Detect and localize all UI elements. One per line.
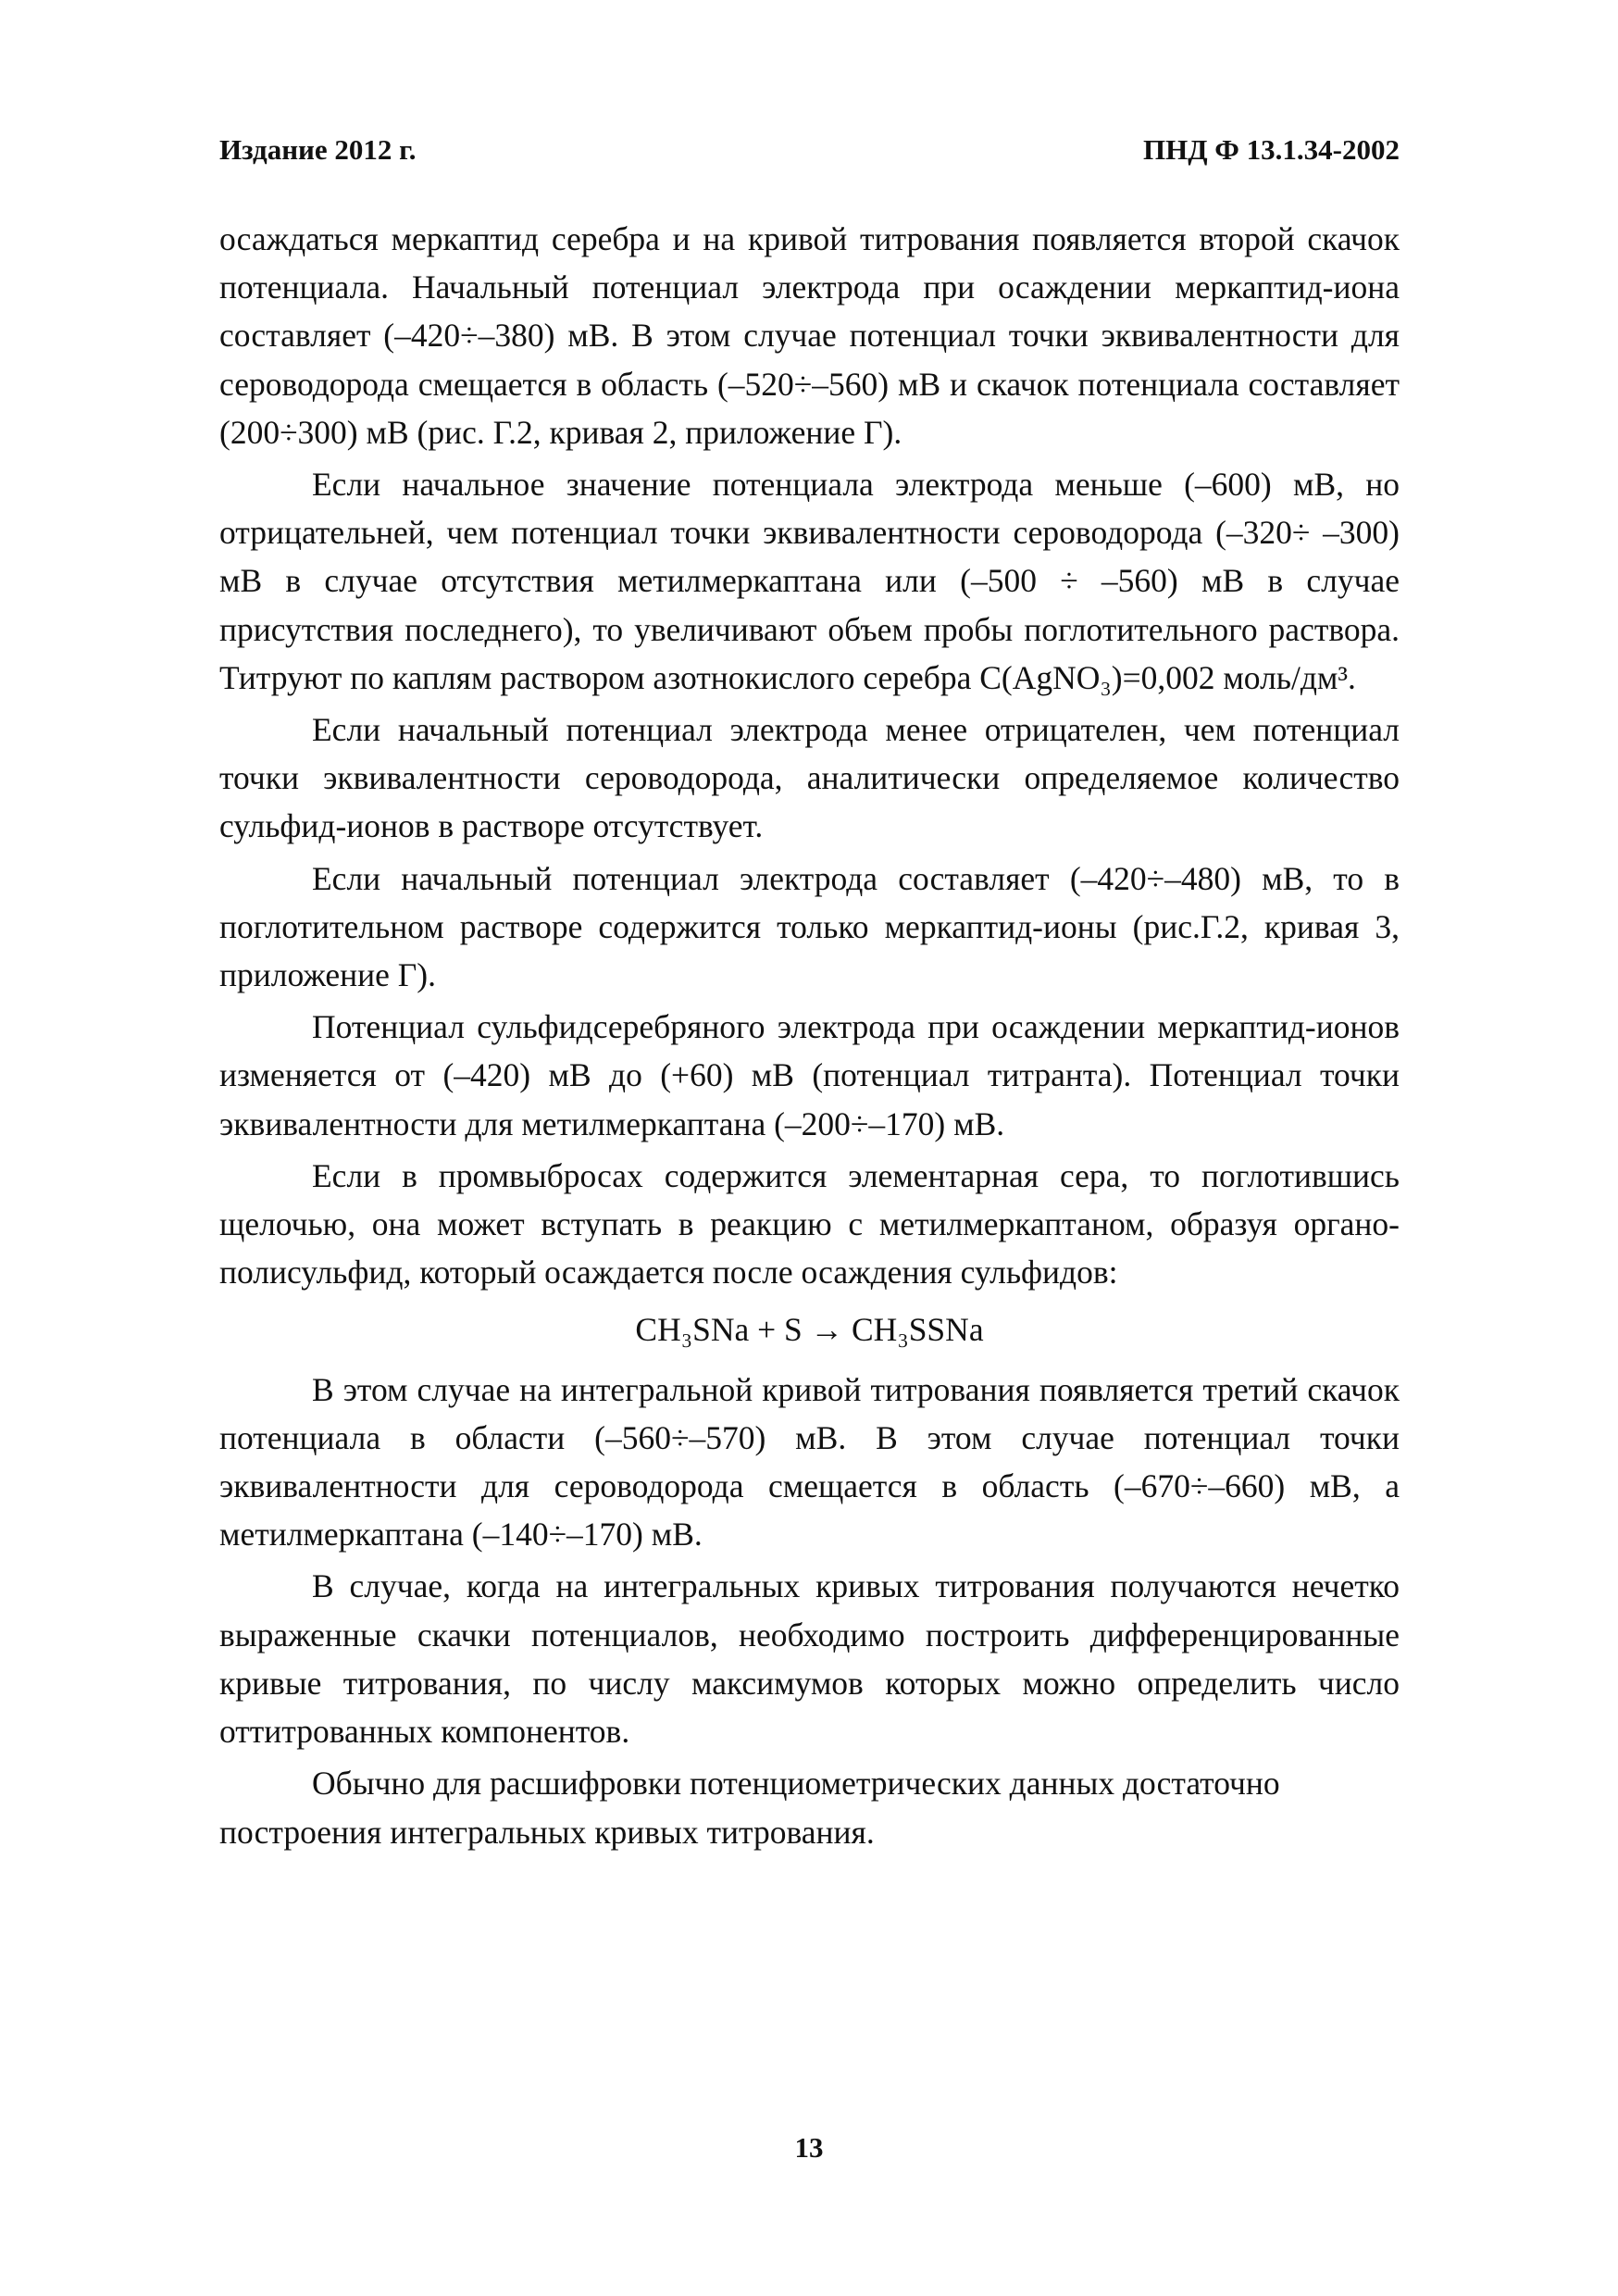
paragraph: Если начальный потенциал электрода менее отрицателен, чем потенциал точки эквивалентности сероводорода, аналитически определяемое количество сульфид-ионов в растворе отсутствует. [219, 711, 1400, 845]
page-number: 13 [794, 2131, 824, 2164]
paragraph: Если в промвыбросах содержится элементарная сера, то поглотившись щелочью, она может вступать в реакцию с метилмеркаптаном, образуя органо-полисульфид, который осаждается после осаждения сульфидов: [219, 1156, 1400, 1292]
paragraph: В этом случае на интегральной кривой титрования появляется третий скачок потенциала в области (–560÷–570) мВ. В этом случае потенциал точки эквивалентности для сероводорода смещается в область (–670÷–660) мВ, а метилмеркаптана (–140÷–170) мВ. [219, 1370, 1400, 1554]
chemical-equation: CH₃SNa + S → CH₃SSNa [635, 1311, 984, 1349]
paragraph: Если начальный потенциал электрода составляет (–420÷–480) мВ, то в поглотительном растворе содержится только меркаптид-ионы (рис.Г.2, кривая 3, приложение Г). [219, 859, 1400, 994]
edition-label: Издание 2012 г. [219, 133, 417, 166]
page-header [219, 131, 1400, 168]
paragraph: В случае, когда на интегральных кривых титрования получаются нечетко выраженные скачки потенциалов, необходимо построить дифференцированные кривые титрования, по числу максимумов которых можно определить число оттитрованных компонентов. [219, 1567, 1400, 1751]
paragraph: осаждаться меркаптид серебра и на кривой титрования появляется второй скачок потенциала. Начальный потенциал электрода при осаждении меркаптид-иона составляет (–420÷–380) мВ. В этом случае потенциал точки эквивалентности для сероводорода смещается в область (–520÷–560) мВ и скачок потенциала составляет (200÷300) мВ (рис. Г.2, кривая 2, приложение Г). [219, 220, 1400, 451]
document-code: ПНД Ф 13.1.34-2002 [1142, 133, 1400, 166]
paragraph: Обычно для расшифровки потенциометрических данных достаточно построения интегральных кривых титрования. [219, 1765, 1280, 1851]
body-text [219, 215, 1400, 1856]
paragraph: Потенциал сульфидсеребряного электрода при осаждении меркаптид-ионов изменяется от (–420) мВ до (+60) мВ (потенциал титранта). Потенциал точки эквивалентности для метилмеркаптана (–200÷–170) мВ. [219, 1008, 1400, 1142]
paragraph: Если начальное значение потенциала электрода меньше (–600) мВ, но отрицательней, чем потенциал точки эквивалентности сероводорода (–320÷ –300) мВ в случае отсутствия метилмеркаптана или (–500 ÷ –560) мВ в случае присутствия последнего), то увеличивают объем пробы поглотительного раствора. Титруют по каплям раствором азотнокислого серебра С(AgNO₃)=0,002 моль/дм³. [219, 466, 1400, 696]
